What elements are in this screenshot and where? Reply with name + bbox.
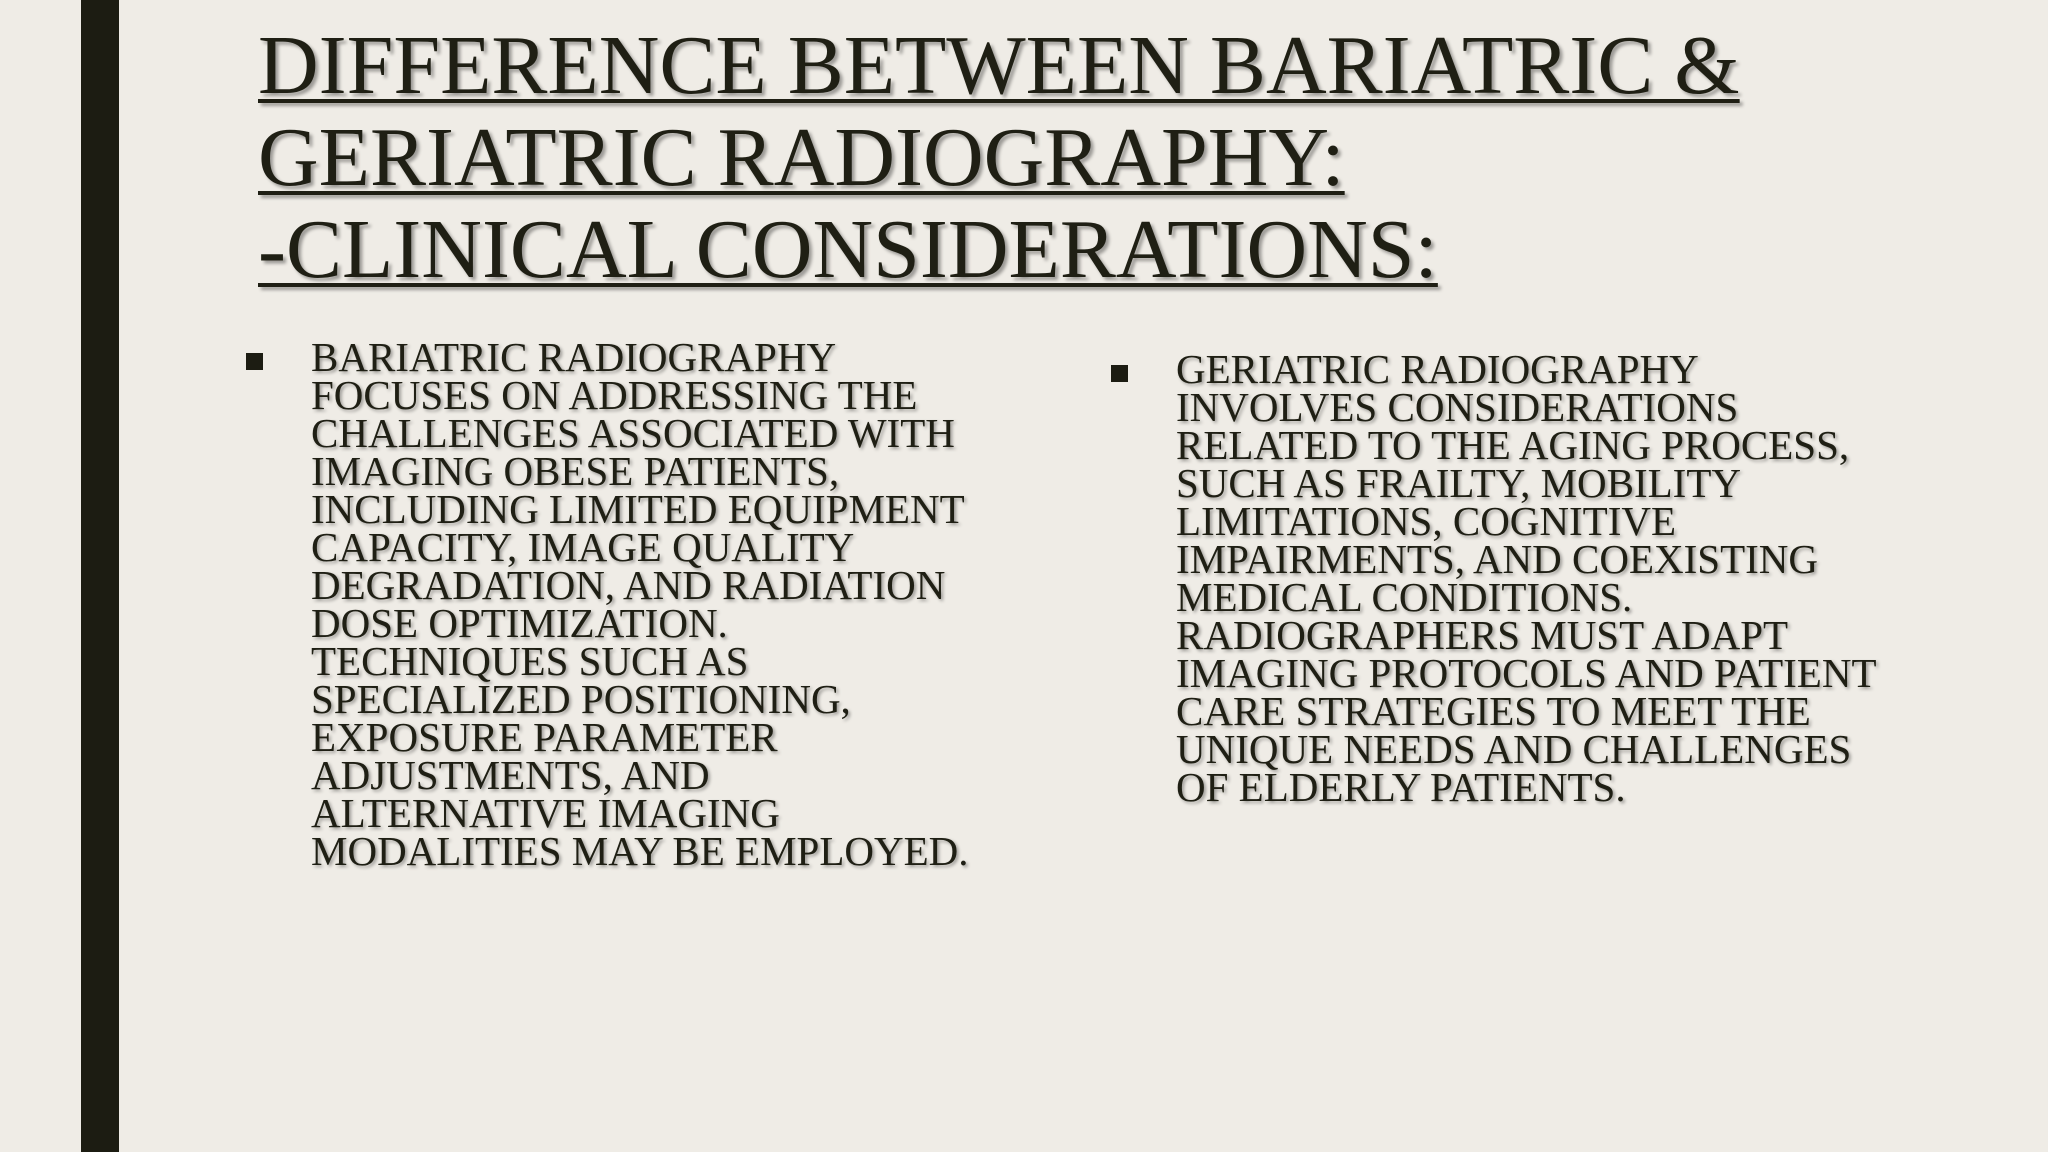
title-line xyxy=(258,20,1740,112)
left-accent-bar xyxy=(81,0,119,1152)
square-bullet-icon xyxy=(1111,365,1128,382)
title-line xyxy=(258,204,1740,296)
square-bullet-icon xyxy=(246,353,263,370)
geriatric-bullet-block xyxy=(1111,346,1876,810)
bariatric-text: BARIATRIC RADIOGRAPHY FOCUSES ON ADDRESSING THE CHALLENGES ASSOCIATED WITH IMAGING OBESE PATIENTS, INCLUDING LIMITED EQUIPMENT CAPACITY, IMAGE QUALITY DEGRADATION, AND RADIATION DOSE OPTIMIZATION. TECHNIQUES SUCH AS SPECIALIZED POSITIONING, EXPOSURE PARAMETER ADJUSTMENTS, AND ALTERNATIVE IMAGING MODALITIES MAY BE EMPLOYED. xyxy=(311,334,969,874)
title-line-text: -CLINICAL CONSIDERATIONS: xyxy=(258,203,1438,296)
title-line-text: GERIATRIC RADIOGRAPHY: xyxy=(258,111,1345,204)
title-line xyxy=(258,112,1740,204)
bariatric-bullet-block xyxy=(246,334,971,874)
slide-title xyxy=(258,20,1740,296)
geriatric-text: GERIATRIC RADIOGRAPHY INVOLVES CONSIDERATIONS RELATED TO THE AGING PROCESS, SUCH AS FRAILTY, MOBILITY LIMITATIONS, COGNITIVE IMPAIRMENTS, AND COEXISTING MEDICAL CONDITIONS. RADIOGRAPHERS MUST ADAPT IMAGING PROTOCOLS AND PATIENT CARE STRATEGIES TO MEET THE UNIQUE NEEDS AND CHALLENGES OF ELDERLY PATIENTS. xyxy=(1176,346,1876,810)
title-line-text: DIFFERENCE BETWEEN BARIATRIC & xyxy=(258,19,1740,112)
